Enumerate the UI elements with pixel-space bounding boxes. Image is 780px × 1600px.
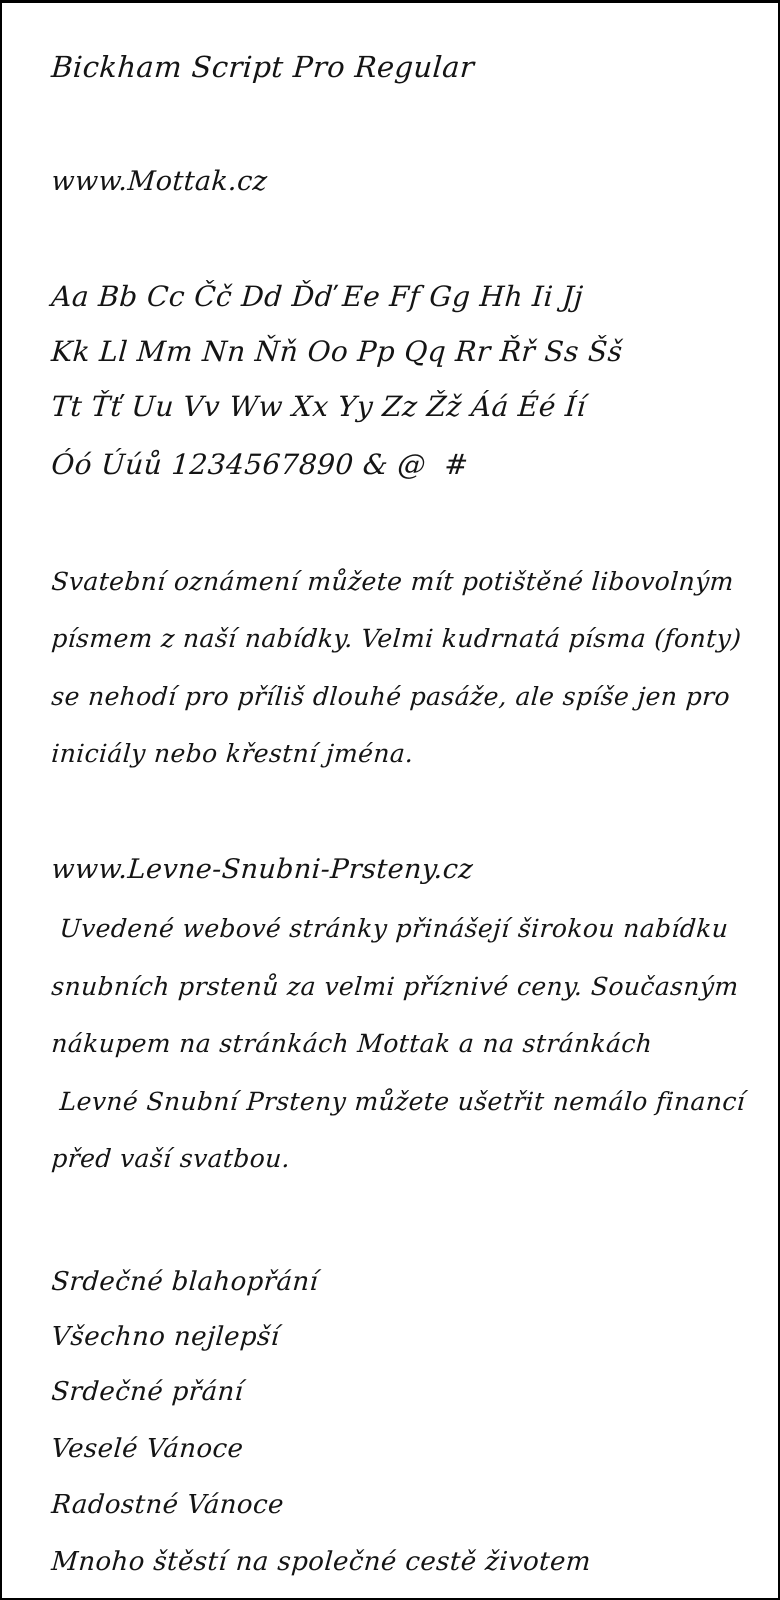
sample-phrase-heartfelt-wish: Srdečné přání bbox=[50, 1377, 245, 1407]
sample-phrase-congratulations: Srdečné blahopřání bbox=[50, 1267, 320, 1297]
alphabet-row-3: Tt Ťť Uu Vv Ww Xx Yy Zz Žž Áá Éé Íí bbox=[50, 390, 588, 423]
promo-line-5: před vaší svatbou. bbox=[50, 1144, 292, 1173]
alphabet-row-1: Aa Bb Cc Čč Dd Ďď Ee Ff Gg Hh Ii Jj bbox=[50, 280, 585, 313]
website-link-levne-snubni-prsteny: www.Levne-Snubni-Prsteny.cz bbox=[50, 854, 475, 885]
promo-line-2: snubních prstenů za velmi příznivé ceny. Současným bbox=[50, 972, 740, 1001]
sample-phrase-merry-christmas: Veselé Vánoce bbox=[50, 1434, 245, 1464]
description-line-2: písmem z naší nabídky. Velmi kudrnatá písma (fonty) bbox=[50, 624, 743, 653]
promo-line-1: Uvedené webové stránky přinášejí širokou nabídku bbox=[50, 914, 730, 943]
description-line-3: se nehodí pro příliš dlouhé pasáže, ale spíše jen pro bbox=[50, 682, 732, 711]
font-name-title: Bickham Script Pro Regular bbox=[50, 50, 476, 84]
website-link-mottak: www.Mottak.cz bbox=[50, 166, 269, 197]
sample-phrase-all-the-best: Všechno nejlepší bbox=[50, 1322, 281, 1352]
promo-line-3: nákupem na stránkách Mottak a na stránkách bbox=[50, 1029, 654, 1058]
sample-phrase-joyful-christmas: Radostné Vánoce bbox=[50, 1490, 285, 1520]
promo-line-4: Levné Snubní Prsteny můžete ušetřit nemálo financí bbox=[50, 1087, 747, 1116]
sample-phrase-good-luck-journey: Mnoho štěstí na společné cestě životem bbox=[50, 1547, 592, 1577]
alphabet-row-numerals: Óó Úúů 1234567890 & @ # bbox=[50, 448, 470, 481]
description-line-4: iniciály nebo křestní jména. bbox=[50, 739, 415, 768]
description-line-1: Svatební oznámení můžete mít potištěné libovolným bbox=[50, 567, 735, 596]
alphabet-row-2: Kk Ll Mm Nn Ňň Oo Pp Qq Rr Řř Ss Šš bbox=[50, 335, 624, 368]
